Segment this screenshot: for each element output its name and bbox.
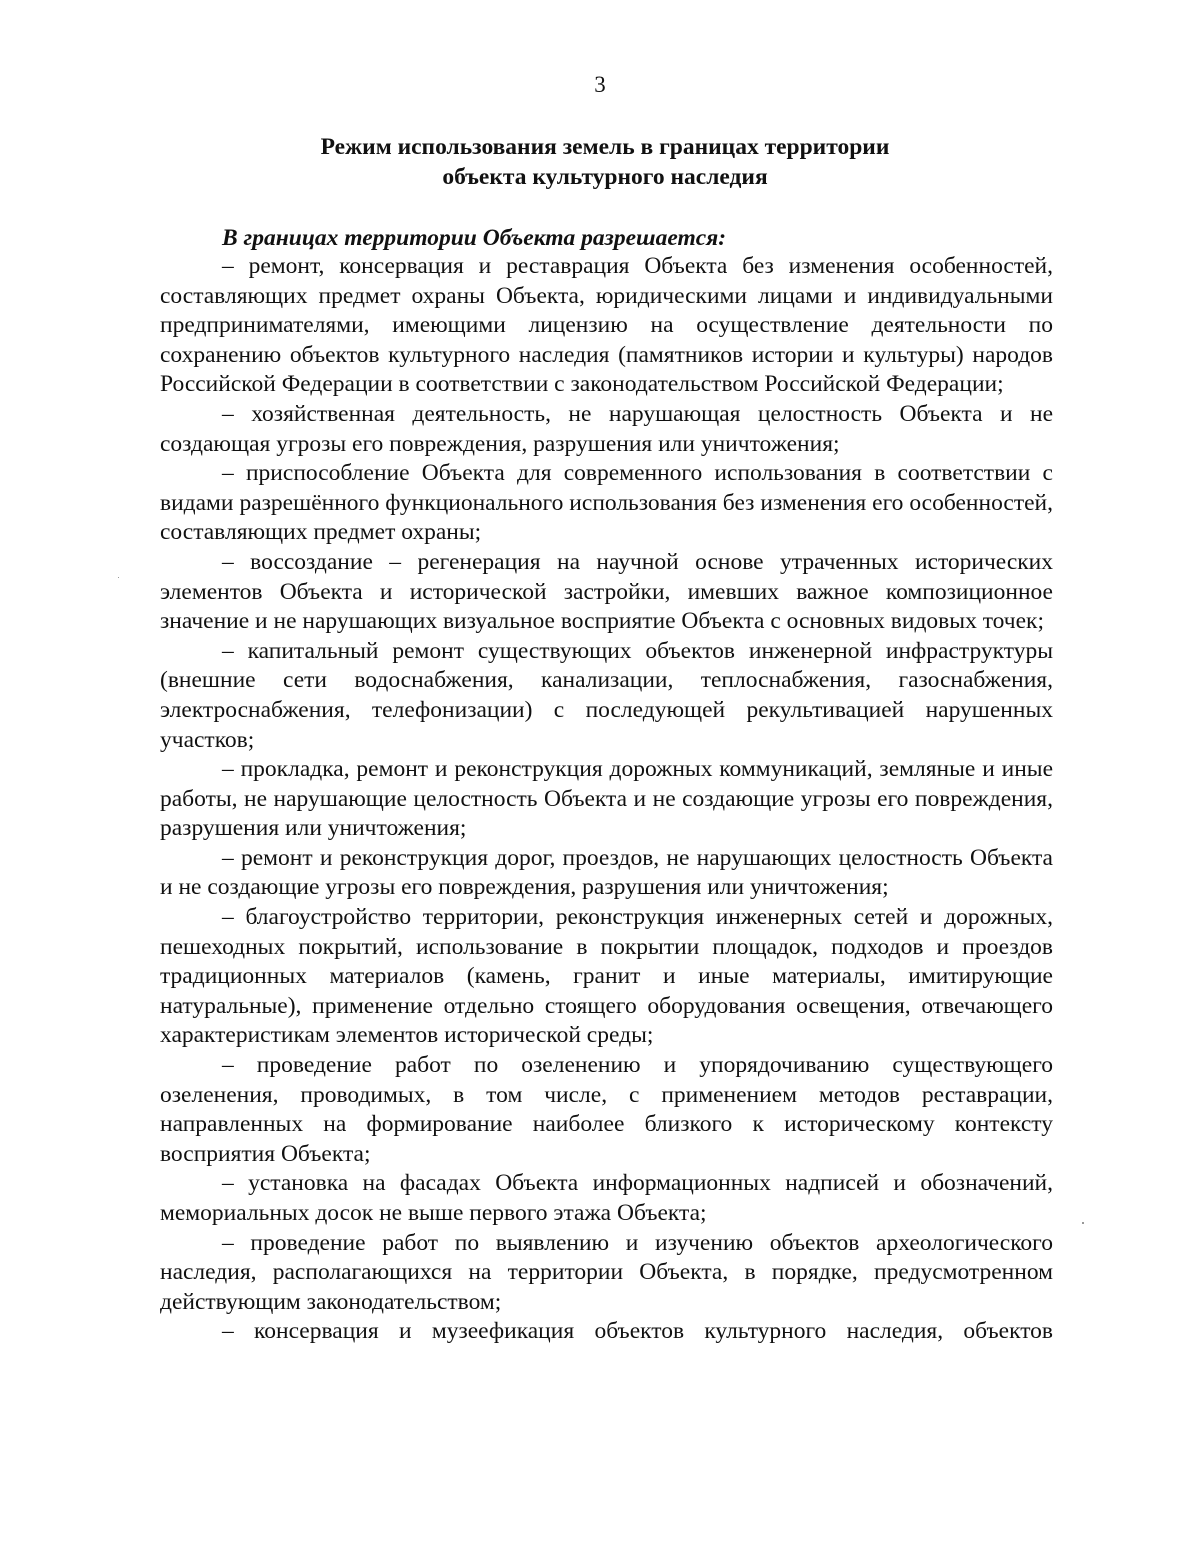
paragraph-road-communications: – прокладка, ремонт и реконструкция дорожных коммуникаций, земляные и иные работы, не нарушающие целостность Объекта и не создающие угрозы его повреждения, разрушения или уничтожения; — [160, 756, 1053, 842]
title-line-1: Режим использования земель в границах территории — [320, 134, 890, 160]
paragraph-landscaping: – благоустройство территории, реконструкция инженерных сетей и дорожных, пешеходных покрытий, использование в покрытии площадок, подходов и проездов традиционных материалов (камень, гранит и иные материалы, имитирующие натуральные), применение отдельно стоящего оборудования освещения, отвечающего характеристикам элементов исторической среды; — [160, 904, 1053, 1049]
title-line-2: объекта культурного наследия — [442, 164, 768, 190]
document-title — [160, 132, 1050, 192]
document-body — [160, 252, 1053, 1347]
page-number: 3 — [594, 72, 606, 97]
paragraph-adaptation: – приспособление Объекта для современного использования в соответствии с видами разрешённого функционального использования без изменения его особенностей, составляющих предмет охраны; — [160, 460, 1053, 546]
paragraph-greenery: – проведение работ по озеленению и упорядочиванию существующего озеленения, проводимых, в том числе, с применением методов реставрации, направленных на формирование наиболее близкого к историческому контексту восприятия Объекта; — [160, 1052, 1053, 1167]
paragraph-repair-restoration: – ремонт, консервация и реставрация Объекта без изменения особенностей, составляющих предмет охраны Объекта, юридическими лицами и индивидуальными предпринимателями, имеющими лицензию на осуществление деятельности по сохранению объектов культурного наследия (памятников истории и культуры) народов Российской Федерации в соответствии с законодательством Российской Федерации; — [160, 253, 1053, 398]
paragraph-signage: – установка на фасадах Объекта информационных надписей и обозначений, мемориальных досок не выше первого этажа Объекта; — [160, 1170, 1053, 1226]
scan-speck — [1082, 1222, 1084, 1224]
paragraph-economic-activity: – хозяйственная деятельность, не нарушающая целостность Объекта и не создающая угрозы его повреждения, разрушения или уничтожения; — [160, 400, 1053, 457]
section-heading: В границах территории Объекта разрешается: — [222, 225, 727, 251]
paragraph-roads-driveways: – ремонт и реконструкция дорог, проездов, не нарушающих целостность Объекта и не создающие угрозы его повреждения, разрушения или уничтожения; — [160, 844, 1053, 901]
paragraph-infrastructure-repair: – капитальный ремонт существующих объектов инженерной инфраструктуры (внешние сети водоснабжения, канализации, теплоснабжения, газоснабжения, электроснабжения, телефонизации) с последующей рекультивацией нарушенных участков; — [160, 637, 1053, 753]
paragraph-recreation: – воссоздание – регенерация на научной основе утраченных исторических элементов Объекта и исторической застройки, имевших важное композиционное значение и не нарушающих визуальное восприятие Объекта с основных видовых точек; — [160, 548, 1053, 635]
paragraph-archaeology: – проведение работ по выявлению и изучению объектов археологического наследия, располагающихся на территории Объекта, в порядке, предусмотренном действующим законодательством; — [160, 1229, 1053, 1315]
scan-speck — [118, 577, 119, 578]
paragraph-conservation: – консервация и музеефикация объектов культурного наследия, объектов — [222, 1318, 1053, 1345]
